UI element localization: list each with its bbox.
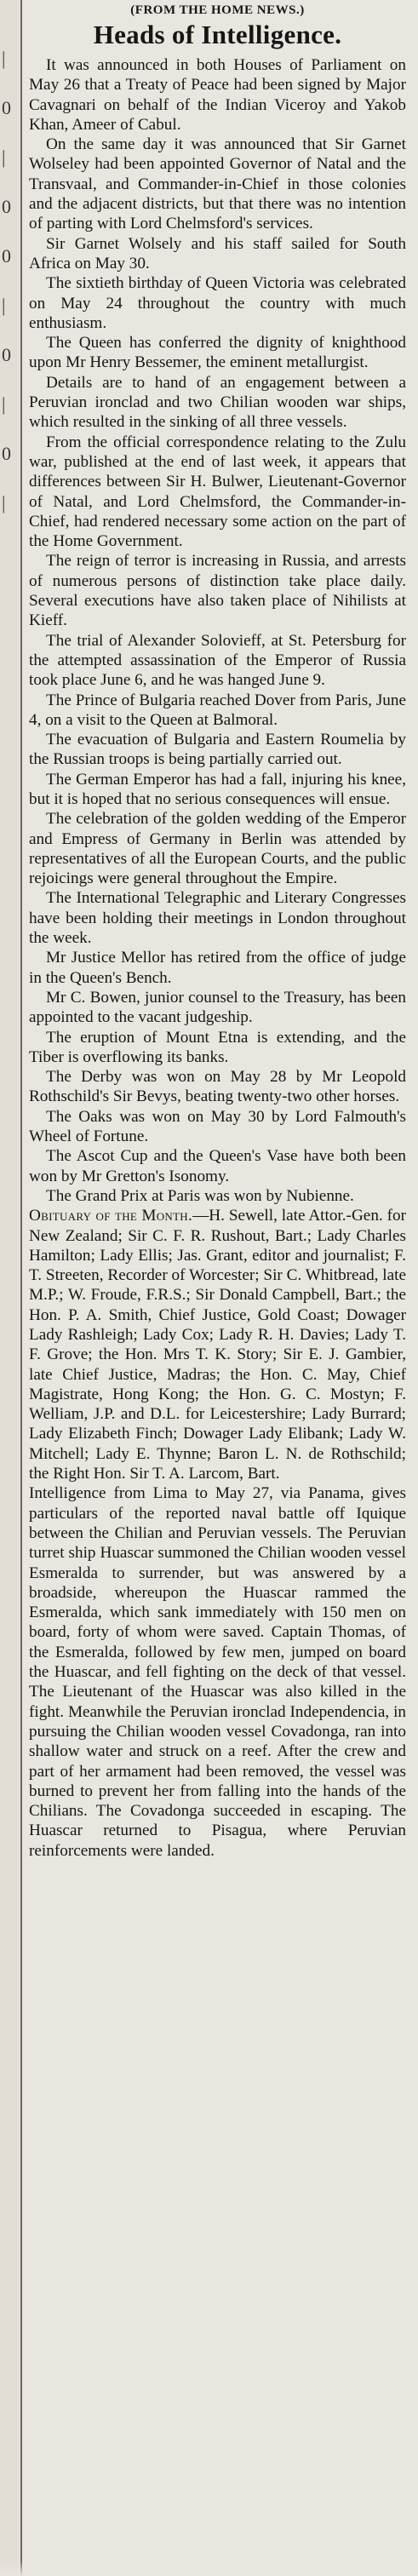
adjacent-column-fragments: | 0 | 0 0 | 0 | 0 | <box>2 48 11 513</box>
obituary-label: Obituary of the Month. <box>29 1207 193 1225</box>
news-paragraph: Details are to hand of an engagement between a Peruvian ironclad and two Chilian wooden war ships, which resulted in the sinking of all three vessels. <box>29 373 406 432</box>
naval-battle-paragraph: Intelligence from Lima to May 27, via Panama, gives particulars of the reported naval battle off Iquique between the Chilian and Peruvian vessels. The Peruvian turret ship Huascar summoned the Chilian wooden vessel Esmeralda to surrender, but was answered by a broadside, whereupon the Huascar rammed the Esmeralda, which sank immediately with 150 men on board, forty of whom were saved. Captain Thomas, of the Esmeralda, followed by few men, jumped on board the Huascar, and fell fighting on the deck of that vessel. The Lieutenant of the Huascar was also killed in the fight. Meanwhile the Peruvian ironclad Independencia, in pursuing the Chilian wooden vessel Covadonga, ran into shallow water and struck on a reef. After the crew and part of her armament had been removed, the vessel was burned to prevent her from falling into the hands of the Chilians. The Covadonga succeeded in escaping. The Huascar returned to Pisagua, where Peruvian reinforcements were landed. <box>29 1484 406 1860</box>
headline: Heads of Intelligence. <box>93 20 342 49</box>
news-paragraph: The sixtieth birthday of Queen Victoria was celebrated on May 24 throughout the country with much enthusiasm. <box>29 274 406 332</box>
news-paragraph: The trial of Alexander Solovieff, at St. Petersburg for the attempted assassination of the Emperor of Russia took place June 6, and he was hanged June 9. <box>29 631 406 690</box>
obituary-paragraph <box>29 1206 406 1483</box>
news-paragraph: The Prince of Bulgaria reached Dover from Paris, June 4, on a visit to the Queen at Balmoral. <box>29 691 406 729</box>
news-paragraph: Mr C. Bowen, junior counsel to the Treasury, has been appointed to the vacant judgeship. <box>29 988 406 1027</box>
source-line: (FROM THE HOME NEWS.) <box>130 3 305 17</box>
news-paragraph: The Grand Prix at Paris was won by Nubienne. <box>46 1186 354 1205</box>
news-paragraph: The Ascot Cup and the Queen's Vase have both been won by Mr Gretton's Isonomy. <box>29 1147 406 1185</box>
news-paragraph: It was announced in both Houses of Parliament on May 26 that a Treaty of Peace had been signed by Major Cavagnari on behalf of the Indian Viceroy and Yakob Khan, Ameer of Cabul. <box>29 56 406 134</box>
news-paragraph: The reign of terror is increasing in Russia, and arrests of numerous persons of distinction take place daily. Several executions have also taken place of Nihilists at Kieff. <box>29 552 406 630</box>
adjacent-column-edge <box>0 0 19 2576</box>
news-paragraph: The International Telegraphic and Literary Congresses have been holding their meetings in London throughout the week. <box>29 889 406 948</box>
news-paragraph: The Derby was won on May 28 by Mr Leopold Rothschild's Sir Bevys, beating twenty-two other horses. <box>29 1068 406 1106</box>
news-paragraph: The German Emperor has had a fall, injuring his knee, but it is hoped that no serious consequences will ensue. <box>29 770 406 808</box>
article-body <box>29 55 406 1861</box>
news-paragraph: The eruption of Mount Etna is extending, and the Tiber is overflowing its banks. <box>29 1028 406 1066</box>
news-paragraph: The evacuation of Bulgaria and Eastern Roumelia by the Russian troops is being partially carried out. <box>29 731 406 769</box>
news-paragraph: On the same day it was announced that Sir Garnet Wolseley had been appointed Governor of Natal and the Transvaal, and Commander-in-Chief in those colonies and the adjacent districts, but that there was no intention of parting with Lord Chelmsford's services. <box>29 135 406 233</box>
column-rule <box>20 0 22 2576</box>
news-paragraph: Mr Justice Mellor has retired from the office of judge in the Queen's Bench. <box>29 949 406 987</box>
news-paragraph: Sir Garnet Wolsely and his staff sailed for South Africa on May 30. <box>29 234 406 273</box>
news-paragraph: The celebration of the golden wedding of the Emperor and Empress of Germany in Berlin was attended by representatives of all the European Courts, and the public rejoicings were general throughout the Empire. <box>29 810 406 888</box>
news-paragraph: The Queen has conferred the dignity of knighthood upon Mr Henry Bessemer, the eminent metallurgist. <box>29 334 406 372</box>
news-paragraph: The Oaks was won on May 30 by Lord Falmouth's Wheel of Fortune. <box>29 1107 406 1146</box>
page-bottom-edge <box>0 2561 418 2576</box>
news-paragraph: From the official correspondence relating to the Zulu war, published at the end of last week, it appears that differences between Sir H. Bulwer, Lieutenant-Governor of Natal, and Lord Chelmsford, the Commander-in-Chief, had rendered necessary some action on the part of the Home Government. <box>29 433 406 551</box>
obituary-text: —H. Sewell, late Attor.-Gen. for New Zealand; Sir C. F. R. Rushout, Bart.; Lady Charles Hamilton; Lady Ellis; Jas. Grant, editor and journalist; F. T. Streeten, Recorder of Worcester; Sir C. Whitbread, late M.P.; W. Froude, F.R.S.; Sir Donald Campbell, Bart.; the Hon. P. A. Smith, Chief Justice, Gold Coast; Dowager Lady Rashleigh; Lady Cox; Lady R. H. Davies; Lady T. F. Grove; the Hon. Mrs T. K. Story; Sir E. J. Gambier, late Chief Justice, Madras; the Hon. C. May, Chief Magistrate, Hong Kong; the Hon. G. C. Mostyn; F. Welliam, J.P. and D.L. for Leicestershire; Lady Burrard; Lady Elizabeth Finch; Dowager Lady Elibank; Lady W. Mitchell; Lady E. Thynne; Baron L. N. de Rothschild; the Right Hon. Sir T. A. Larcom, Bart. <box>29 1207 406 1483</box>
